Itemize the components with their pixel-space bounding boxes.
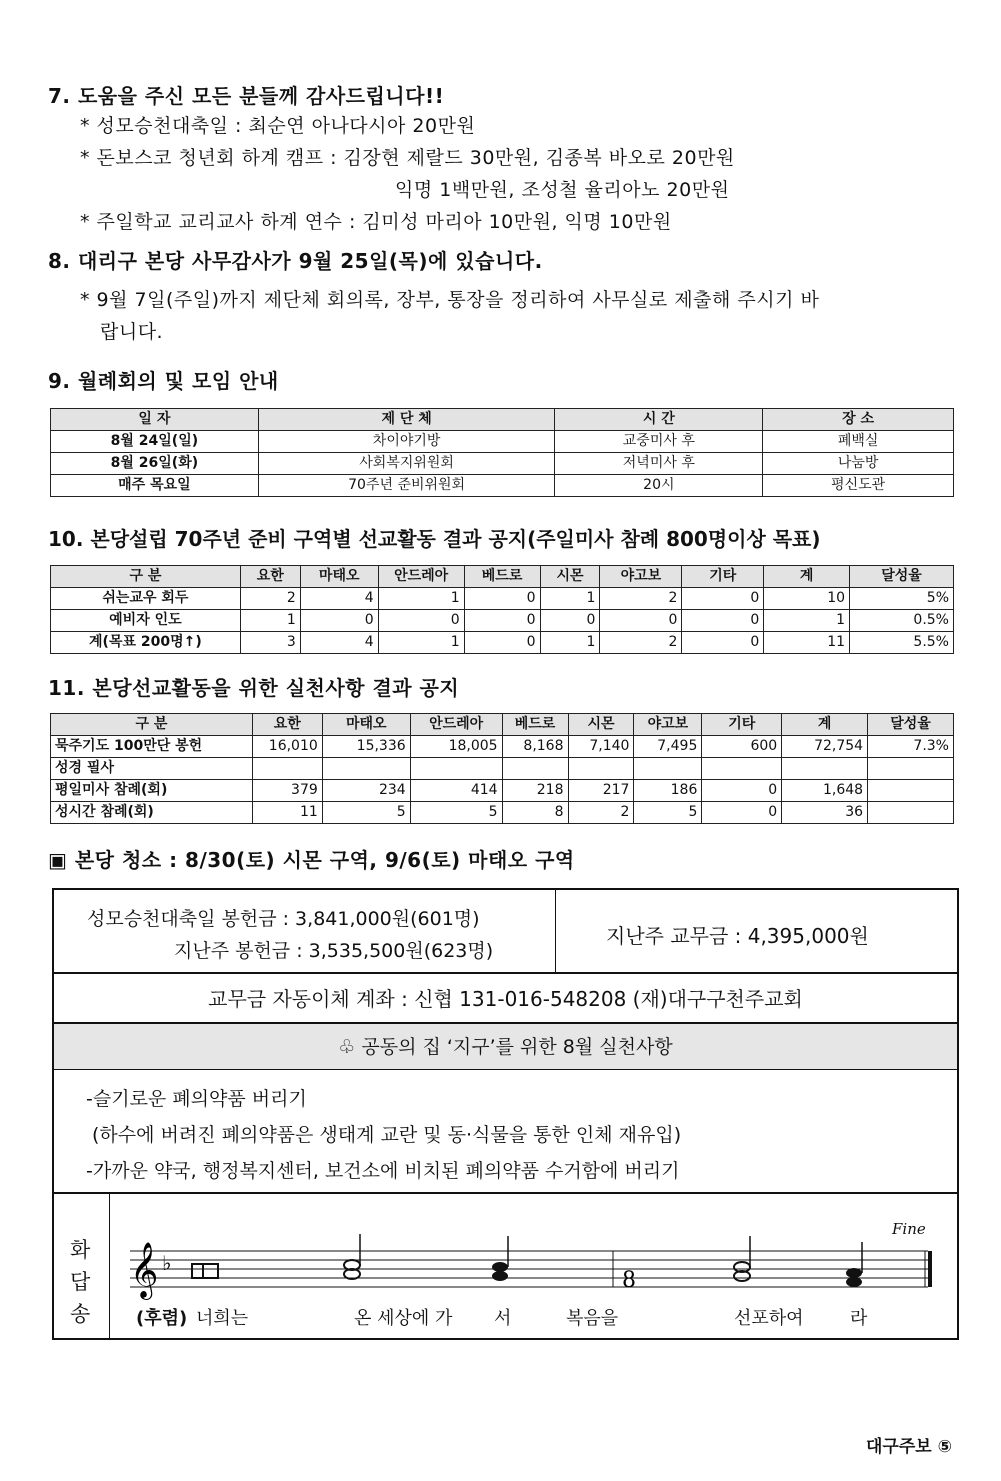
cell — [868, 780, 954, 802]
cell: 600 — [702, 736, 782, 758]
row-label: 묵주기도 100만단 봉헌 — [51, 736, 253, 758]
cell: 217 — [568, 780, 634, 802]
cell: 0.5% — [850, 610, 954, 632]
cell: 0 — [300, 610, 378, 632]
practice-title: 공동의 집 ‘지구’를 위한 8월 실천사항 — [361, 1036, 673, 1058]
cell: 차이야기방 — [258, 431, 555, 453]
col-header: 요한 — [240, 566, 300, 588]
row-label: 평일미사 참례(회) — [51, 780, 253, 802]
section-7-title: 7. 도움을 주신 모든 분들께 감사드립니다!! — [48, 84, 445, 108]
cell: 4 — [300, 588, 378, 610]
cell — [702, 758, 782, 780]
cell: 저녁미사 후 — [555, 453, 763, 475]
practice-line: -가까운 약국, 행정복지센터, 보건소에 비치된 폐의약품 수거함에 버리기 — [86, 1160, 680, 1182]
cell: 1 — [240, 610, 300, 632]
col-header: 제 단 체 — [258, 409, 555, 431]
cell: 나눔방 — [763, 453, 954, 475]
cell: 8,168 — [502, 736, 568, 758]
cell: 2 — [568, 802, 634, 824]
meeting-table — [50, 408, 954, 497]
table-row — [51, 610, 954, 632]
cell: 사회복지위원회 — [258, 453, 555, 475]
cell: 0 — [464, 588, 540, 610]
table-row — [51, 588, 954, 610]
col-header: 마태오 — [300, 566, 378, 588]
cell: 7,140 — [568, 736, 634, 758]
cell: 72,754 — [782, 736, 868, 758]
cell: 18,005 — [410, 736, 502, 758]
cell — [410, 758, 502, 780]
cell: 8월 26일(화) — [51, 453, 259, 475]
cell — [252, 758, 322, 780]
practice-title-cell — [54, 1024, 957, 1070]
row-label: 예비자 인도 — [51, 610, 241, 632]
section-9-title: 9. 월례회의 및 모임 안내 — [48, 369, 279, 393]
row-label: 계(목표 200명↑) — [51, 632, 241, 654]
cell: 5 — [634, 802, 702, 824]
col-header: 시몬 — [568, 714, 634, 736]
cell: 0 — [600, 610, 682, 632]
psalm-label: 송 — [70, 1302, 91, 1326]
cell — [868, 802, 954, 824]
cell: 0 — [378, 610, 464, 632]
account-cell — [54, 974, 957, 1024]
cell — [568, 758, 634, 780]
treble-clef-icon: 𝄞 — [130, 1242, 159, 1298]
cell: 0 — [682, 588, 764, 610]
col-header: 구 분 — [51, 714, 253, 736]
cell: 2 — [600, 632, 682, 654]
table-row — [51, 475, 954, 497]
cell: 0 — [540, 610, 600, 632]
cell — [782, 758, 868, 780]
col-header: 마태오 — [322, 714, 410, 736]
cell: 평신도관 — [763, 475, 954, 497]
practice-line: (하수에 버려진 폐의약품은 생태계 교란 및 동·식물을 통한 인체 재유입) — [92, 1124, 682, 1146]
cell: 379 — [252, 780, 322, 802]
cell: 7,495 — [634, 736, 702, 758]
col-header: 베드로 — [464, 566, 540, 588]
cell: 교중미사 후 — [555, 431, 763, 453]
dues-cell — [556, 890, 957, 974]
cell: 0 — [702, 802, 782, 824]
cell: 234 — [322, 780, 410, 802]
section-8-title: 8. 대리구 본당 사무감사가 9월 25일(목)에 있습니다. — [48, 249, 543, 273]
offering-cell — [54, 890, 556, 974]
cell: 0 — [464, 632, 540, 654]
row-label: 성경 필사 — [51, 758, 253, 780]
row-label: 쉬는교우 회두 — [51, 588, 241, 610]
cell: 0 — [464, 610, 540, 632]
cell: 5.5% — [850, 632, 954, 654]
table-row — [51, 632, 954, 654]
cell: 0 — [682, 610, 764, 632]
table-row — [51, 431, 954, 453]
cell: 8 — [502, 802, 568, 824]
cell — [502, 758, 568, 780]
col-header: 안드레아 — [378, 566, 464, 588]
page-footer: 대구주보 ⑤ — [866, 1437, 952, 1457]
lyric: 복음을 — [566, 1308, 619, 1329]
psalm-label: 화 — [70, 1238, 91, 1262]
row-label: 성시간 참례(회) — [51, 802, 253, 824]
fine-mark: Fine — [892, 1220, 926, 1238]
note-icon: 8 — [622, 1268, 636, 1293]
cell: 16,010 — [252, 736, 322, 758]
col-header: 장 소 — [763, 409, 954, 431]
practice-line: -슬기로운 폐의약품 버리기 — [86, 1088, 307, 1110]
table-row — [51, 780, 954, 802]
cell: 3 — [240, 632, 300, 654]
col-header: 달성율 — [850, 566, 954, 588]
cleaning-notice: ▣ 본당 청소 : 8/30(토) 시몬 구역, 9/6(토) 마태오 구역 — [48, 848, 575, 872]
cell: 11 — [764, 632, 850, 654]
cell: 2 — [240, 588, 300, 610]
cell — [322, 758, 410, 780]
s7-line: * 주일학교 교리교사 하계 연수 : 김미성 마리아 10만원, 익명 10만원 — [80, 211, 672, 233]
cell: 0 — [702, 780, 782, 802]
table-row — [51, 453, 954, 475]
refrain-label: (후렴) — [136, 1308, 188, 1329]
s7-line: * 돈보스코 청년회 하계 캠프 : 김장현 제랄드 30만원, 김종복 바오로 20만원 — [80, 147, 735, 169]
cell: 1 — [378, 632, 464, 654]
col-header: 구 분 — [51, 566, 241, 588]
cell: 1,648 — [782, 780, 868, 802]
col-header: 기타 — [702, 714, 782, 736]
col-header: 시 간 — [555, 409, 763, 431]
club-icon: ♧ — [338, 1036, 356, 1058]
offering-line-1: 성모승천대축일 봉헌금 : 3,841,000원(601명) — [87, 908, 480, 930]
cell: 폐백실 — [763, 431, 954, 453]
cell: 20시 — [555, 475, 763, 497]
psalm-score — [110, 1194, 957, 1338]
cell: 5 — [410, 802, 502, 824]
practice-cell — [54, 1070, 957, 1194]
cell: 218 — [502, 780, 568, 802]
note-icon — [846, 1268, 862, 1278]
lyric: 선포하여 — [734, 1308, 804, 1329]
cell: 5% — [850, 588, 954, 610]
note-icon — [846, 1277, 862, 1287]
dues-text: 지난주 교무금 : 4,395,000원 — [606, 924, 869, 948]
s8-line: 랍니다. — [100, 321, 164, 343]
s7-line: 익명 1백만원, 조성철 율리아노 20만원 — [395, 179, 730, 201]
col-header: 기타 — [682, 566, 764, 588]
cell: 15,336 — [322, 736, 410, 758]
lyric: 서 — [494, 1308, 512, 1329]
cell: 7.3% — [868, 736, 954, 758]
note-icon — [492, 1271, 508, 1281]
cell: 매주 목요일 — [51, 475, 259, 497]
cell: 70주년 준비위원회 — [258, 475, 555, 497]
cell — [634, 758, 702, 780]
s7-line: * 성모승천대축일 : 최순연 아나다시아 20만원 — [80, 115, 476, 137]
note-breve-icon — [192, 1264, 218, 1278]
cell: 1 — [764, 610, 850, 632]
section-10-title: 10. 본당설립 70주년 준비 구역별 선교활동 결과 공지(주일미사 참례 800명이상 목표) — [48, 527, 821, 551]
cell: 8월 24일(일) — [51, 431, 259, 453]
col-header: 야고보 — [634, 714, 702, 736]
psalm-label: 답 — [70, 1270, 91, 1294]
cell: 10 — [764, 588, 850, 610]
table-row — [51, 736, 954, 758]
cell: 1 — [378, 588, 464, 610]
lyric: 온 세상에 가 — [354, 1308, 453, 1329]
cell: 0 — [682, 632, 764, 654]
section-11-title: 11. 본당선교활동을 위한 실천사항 결과 공지 — [48, 676, 460, 700]
mission-result-table — [50, 565, 954, 654]
lyric: 너희는 — [196, 1308, 249, 1329]
col-header: 계 — [782, 714, 868, 736]
table-row — [51, 758, 954, 780]
account-text: 교무금 자동이체 계좌 : 신협 131-016-548208 (재)대구구천주교회 — [208, 987, 803, 1011]
cell: 5 — [322, 802, 410, 824]
cell: 11 — [252, 802, 322, 824]
offering-line-2: 지난주 봉헌금 : 3,535,500원(623명) — [174, 940, 494, 962]
cell: 1 — [540, 632, 600, 654]
col-header: 야고보 — [600, 566, 682, 588]
s8-line: * 9월 7일(주일)까지 제단체 회의록, 장부, 통장을 정리하여 사무실로 제출해 주시기 바 — [80, 289, 820, 311]
cell — [868, 758, 954, 780]
cell: 36 — [782, 802, 868, 824]
cell: 1 — [540, 588, 600, 610]
cell: 4 — [300, 632, 378, 654]
col-header: 요한 — [252, 714, 322, 736]
cell: 186 — [634, 780, 702, 802]
lyric: 라 — [850, 1308, 868, 1329]
table-row — [51, 802, 954, 824]
practice-result-table — [50, 713, 954, 824]
notice-box — [52, 888, 959, 1340]
cell: 414 — [410, 780, 502, 802]
flat-icon: ♭ — [162, 1251, 172, 1275]
col-header: 달성율 — [868, 714, 954, 736]
col-header: 시몬 — [540, 566, 600, 588]
col-header: 일 자 — [51, 409, 259, 431]
cell: 2 — [600, 588, 682, 610]
col-header: 계 — [764, 566, 850, 588]
psalm-label-cell — [54, 1194, 110, 1338]
col-header: 베드로 — [502, 714, 568, 736]
note-icon — [492, 1262, 508, 1272]
col-header: 안드레아 — [410, 714, 502, 736]
